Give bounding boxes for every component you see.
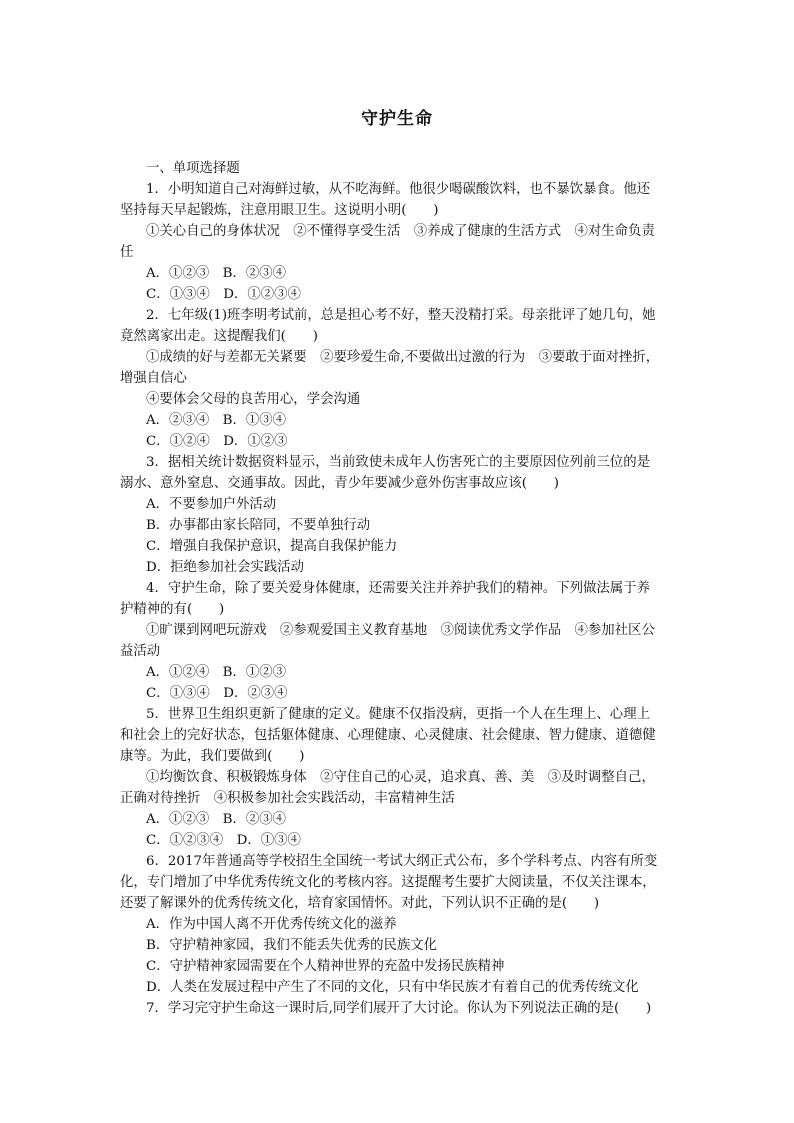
q3-option-a: A．不要参加户外活动 <box>146 497 277 512</box>
q4-options-ab: A．①②④ B．①②③ <box>146 665 287 680</box>
q5-options-cd: C．①②③④ D．①③④ <box>146 833 301 848</box>
q6-stem-line1: 6．2017年普通高等学校招生全国统一考试大纲正式公布，多个学科考点、内容有所变 <box>146 854 658 869</box>
q4-stem-line1: 4．守护生命，除了要关爱身体健康，还需要关注并养护我们的精神。下列做法属于养 <box>146 581 650 596</box>
q5-options-ab: A．①②③ B．②③④ <box>146 812 287 827</box>
q2-statements-line1: ①成绩的好与差都无关紧要 ②要珍爱生命,不要做出过激的行为 ③要敢于面对挫折， <box>146 350 660 365</box>
q1-statements-line2: 任 <box>120 245 134 260</box>
q2-stem-line2: 竟然离家出走。这提醒我们( ) <box>120 329 318 344</box>
q3-stem-line1: 3．据相关统计数据资料显示，当前致使未成年人伤害死亡的主要原因位列前三位的是 <box>146 455 650 470</box>
q4-stem-line2: 护精神的有( ) <box>120 602 225 617</box>
q1-statements-line1: ①关心自己的身体状况 ②不懂得享受生活 ③养成了健康的生活方式 ④对生命负责 <box>146 224 655 239</box>
q6-option-d: D．人类在发展过程中产生了不同的文化，只有中华民族才有着自己的优秀传统文化 <box>146 980 639 995</box>
q2-stem-line1: 2．七年级(1)班李明考试前，总是担心考不好，整天没精打采。母亲批评了她几句，她 <box>146 308 656 323</box>
q2-statements-line2: 增强自信心 <box>120 371 187 386</box>
q2-statements-line3: ④要体会父母的良苦用心，学会沟通 <box>146 392 361 407</box>
q1-stem-line1: 1．小明知道自己对海鲜过敏，从不吃海鲜。他很少喝碳酸饮料，也不暴饮暴食。他还 <box>146 182 650 197</box>
q1-options-ab: A．①②③ B．②③④ <box>146 266 287 281</box>
q5-stem-line3: 康等。为此，我们要做到( ) <box>120 749 305 764</box>
q3-option-b: B．办事都由家长陪同，不要单独行动 <box>146 518 371 533</box>
q6-option-b: B．守护精神家园，我们不能丢失优秀的民族文化 <box>146 938 438 953</box>
q3-stem-line2: 溺水、意外窒息、交通事故。因此，青少年要减少意外伤害事故应该( ) <box>120 476 559 491</box>
page-title: 守护生命 <box>361 109 433 129</box>
q1-stem-line2: 坚持每天早起锻炼，注意用眼卫生。这说明小明( ) <box>120 203 439 218</box>
section-heading: 一、单项选择题 <box>146 161 240 176</box>
q6-stem-line2: 化，专门增加了中华优秀传统文化的考核内容。这提醒考生要扩大阅读量，不仅关注课本， <box>120 875 656 890</box>
q5-stem-line2: 和社会上的完好状态，包括躯体健康、心理健康、心灵健康、社会健康、智力健康、道德健 <box>120 728 656 743</box>
q3-option-d: D．拒绝参加社会实践活动 <box>146 560 305 575</box>
q4-options-cd: C．①③④ D．②③④ <box>146 686 288 701</box>
q7-stem-line1: 7．学习完守护生命这一课时后,同学们展开了大讨论。你认为下列说法正确的是( ) <box>146 1001 652 1016</box>
q6-stem-line3: 还要了解课外的优秀传统文化，培育家国情怀。对此，下列认识不正确的是( ) <box>120 896 600 911</box>
question-list <box>120 158 676 1019</box>
q2-options-cd: C．①②④ D．①②③ <box>146 434 288 449</box>
q5-statements-line2: 正确对待挫折 ④积极参加社会实践活动，丰富精神生活 <box>120 791 455 806</box>
q3-option-c: C．增强自我保护意识，提高自我保护能力 <box>146 539 398 554</box>
q4-statements-line1: ①旷课到网吧玩游戏 ②参观爱国主义教育基地 ③阅读优秀文学作品 ④参加社区公 <box>146 623 655 638</box>
q6-option-c: C．守护精神家园需要在个人精神世界的充盈中发扬民族精神 <box>146 959 505 974</box>
q6-option-a: A．作为中国人离不开优秀传统文化的滋养 <box>146 917 397 932</box>
q1-options-cd: C．①③④ D．①②③④ <box>146 287 301 302</box>
q2-options-ab: A．②③④ B．①③④ <box>146 413 287 428</box>
q5-stem-line1: 5．世界卫生组织更新了健康的定义。健康不仅指没病，更指一个人在生理上、心理上 <box>146 707 650 722</box>
q4-statements-line2: 益活动 <box>120 644 161 659</box>
q5-statements-line1: ①均衡饮食、积极锻炼身体 ②守住自己的心灵，追求真、善、美 ③及时调整自己， <box>146 770 655 785</box>
